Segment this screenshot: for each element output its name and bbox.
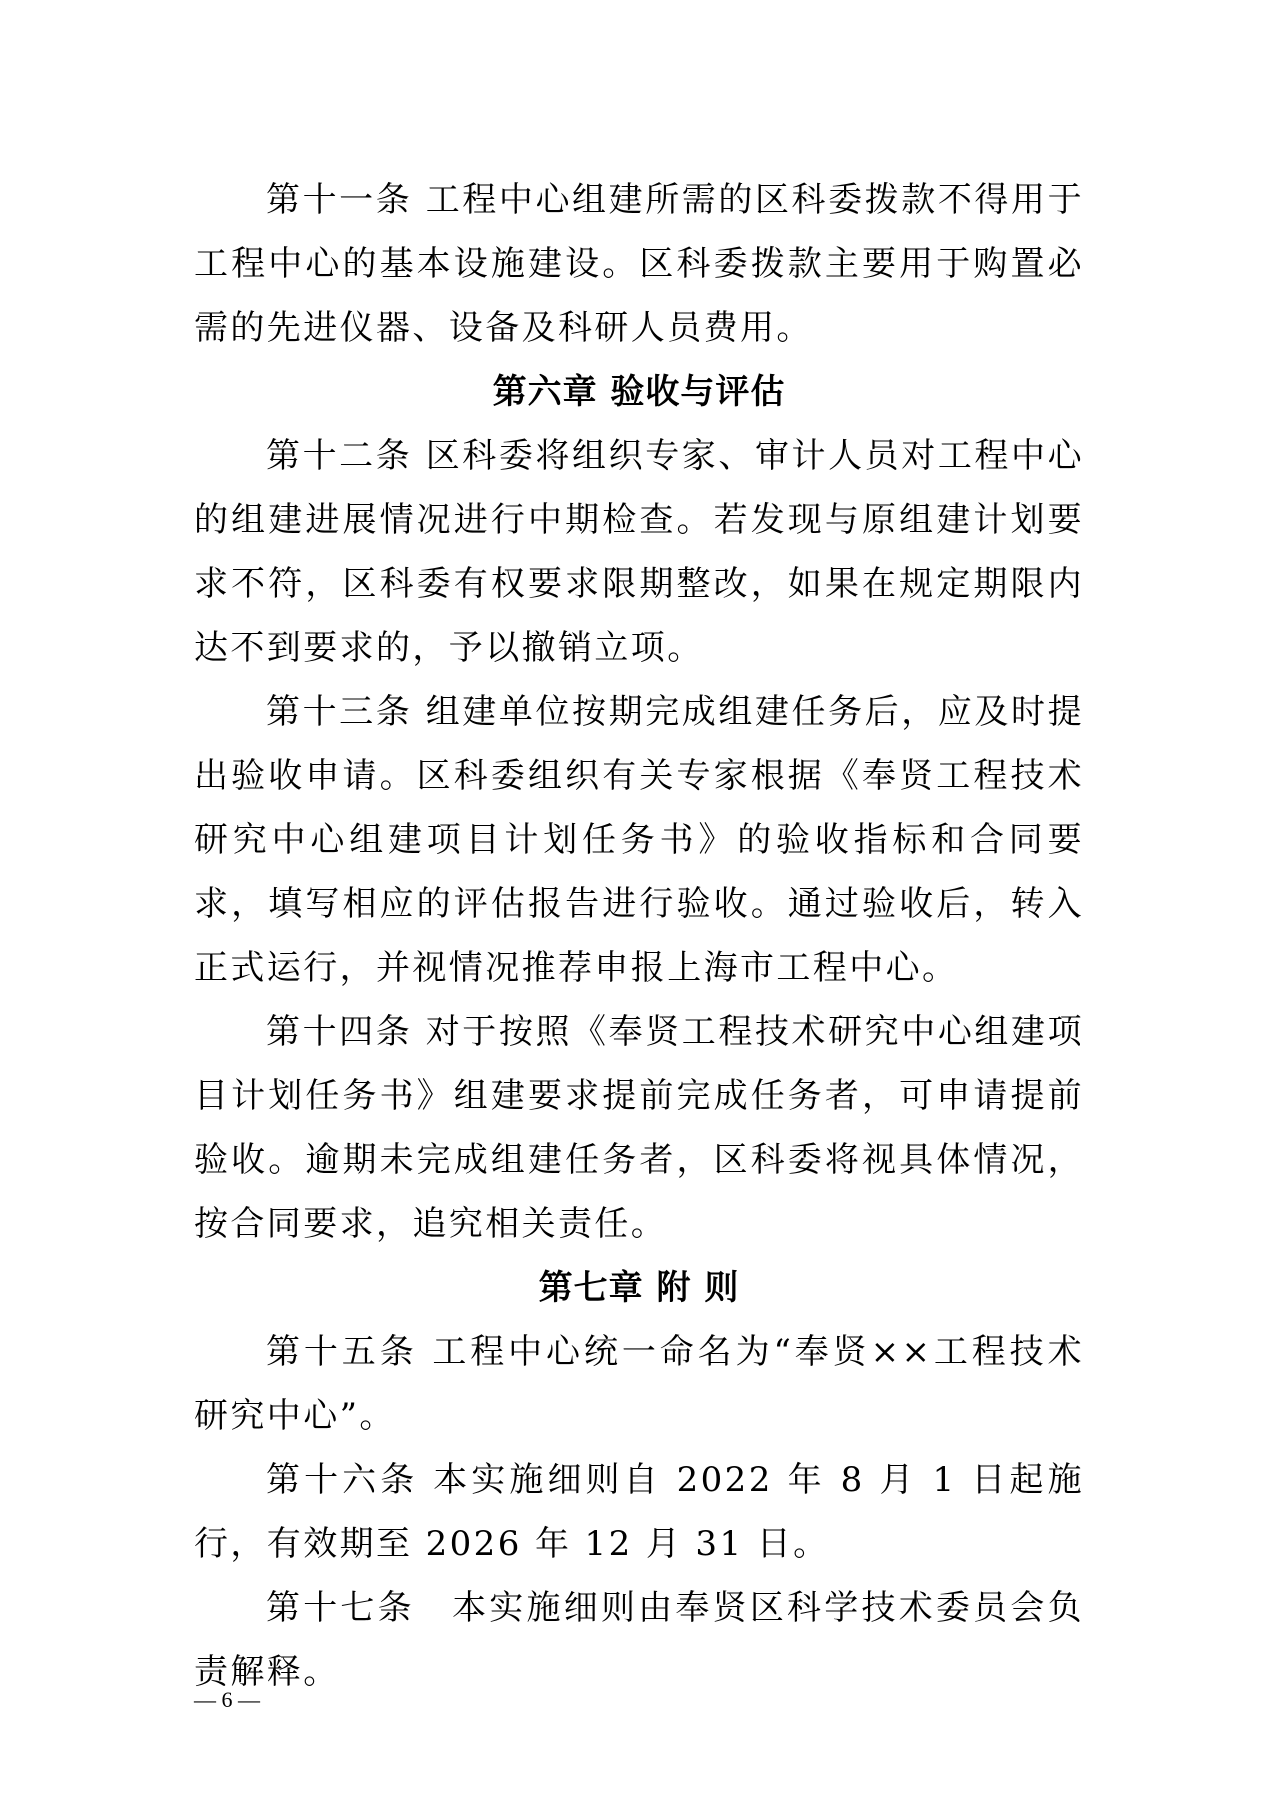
document-body <box>194 168 1084 1704</box>
chapter-6-heading: 第六章 验收与评估 <box>492 372 786 412</box>
page-number: — 6 — <box>194 1687 260 1712</box>
article-12-paragraph: 第十二条 区科委将组织专家、审计人员对工程中心的组建进展情况进行中期检查。若发现与原组建计划要求不符，区科委有权要求限期整改，如果在规定期限内达不到要求的，予以撤销立项。 <box>194 436 1084 668</box>
article-14-paragraph: 第十四条 对于按照《奉贤工程技术研究中心组建项目计划任务书》组建要求提前完成任务者，可申请提前验收。逾期未完成组建任务者，区科委将视具体情况，按合同要求，追究相关责任。 <box>194 1012 1084 1244</box>
article-13-paragraph: 第十三条 组建单位按期完成组建任务后，应及时提出验收申请。区科委组织有关专家根据《奉贤工程技术研究中心组建项目计划任务书》的验收指标和合同要求，填写相应的评估报告进行验收。通过验收后，转入正式运行，并视情况推荐申报上海市工程中心。 <box>194 692 1084 988</box>
article-17-paragraph: 第十七条 本实施细则由奉贤区科学技术委员会负责解释。 <box>194 1588 1084 1692</box>
article-15-paragraph: 第十五条 工程中心统一命名为“奉贤××工程技术研究中心”。 <box>194 1332 1084 1436</box>
article-16-paragraph: 第十六条 本实施细则自 2022 年 8 月 1 日起施行，有效期至 2026 年 12 月 31 日。 <box>194 1460 1084 1564</box>
article-11-paragraph: 第十一条 工程中心组建所需的区科委拨款不得用于工程中心的基本设施建设。区科委拨款主要用于购置必需的先进仪器、设备及科研人员费用。 <box>194 180 1084 348</box>
chapter-7-heading: 第七章 附 则 <box>538 1268 740 1308</box>
